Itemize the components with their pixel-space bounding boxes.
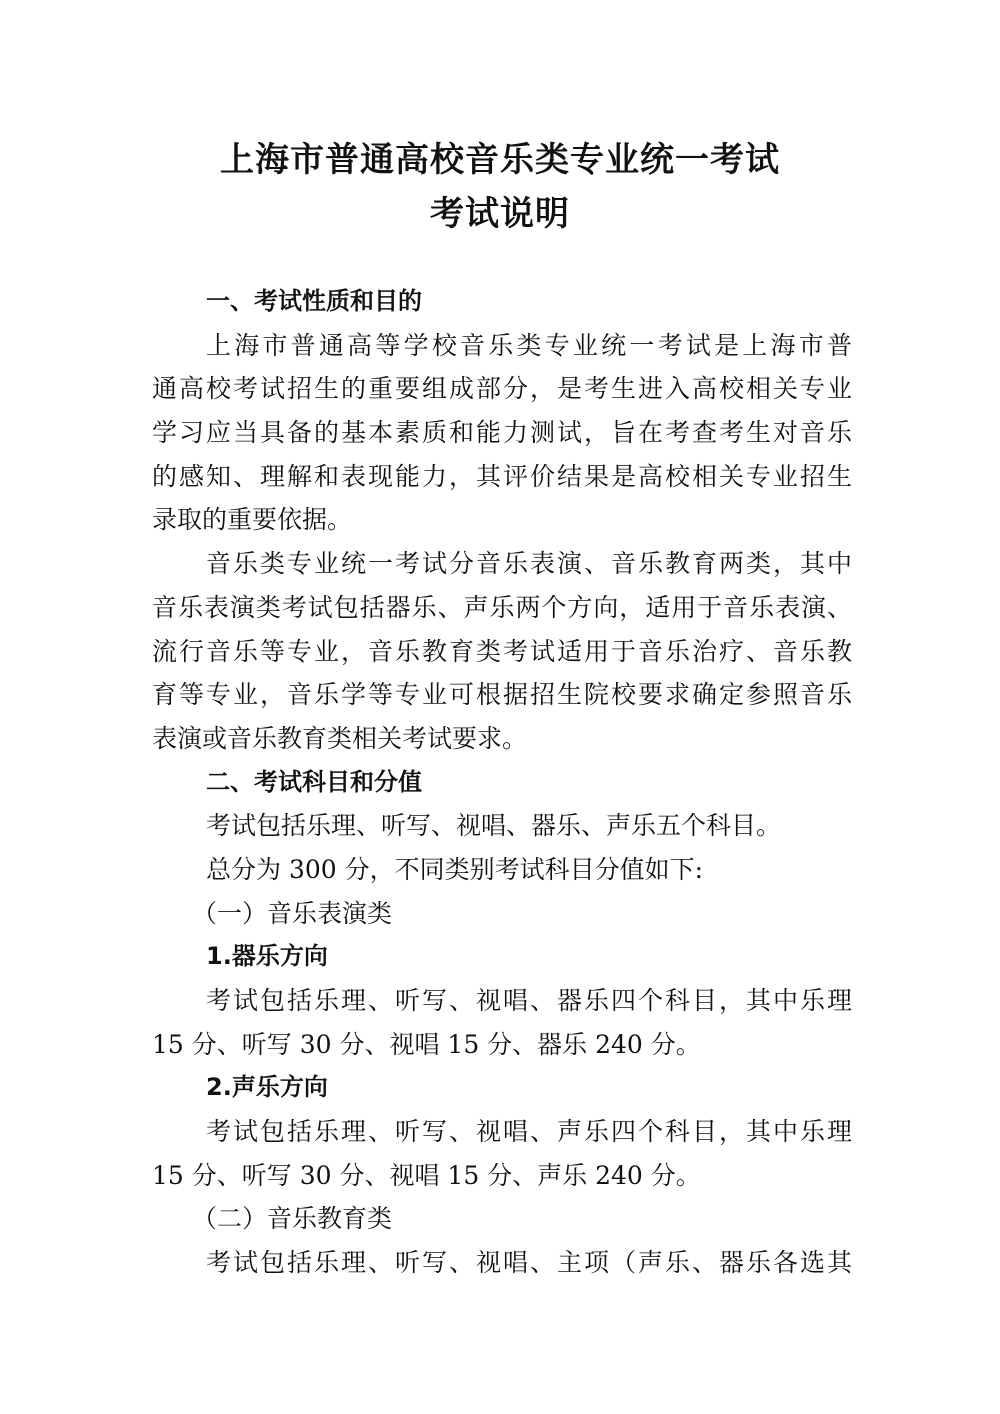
- text-line: 流行音乐等专业，音乐教育类考试适用于音乐治疗、音乐教: [152, 636, 852, 666]
- text-line: 育等专业，音乐学等专业可根据招生院校要求确定参照音乐: [152, 680, 852, 710]
- text-line: 录取的重要依据。: [152, 505, 353, 535]
- document-body: [152, 280, 852, 1285]
- text-line: 15 分、听写 30 分、视唱 15 分、器乐 240 分。: [152, 1029, 701, 1059]
- text-line: 考试包括乐理、听写、视唱、主项（声乐、器乐各选其: [206, 1248, 852, 1278]
- subsection-heading: （二）音乐教育类: [192, 1204, 393, 1234]
- text-line: 学习应当具备的基本素质和能力测试，旨在考查考生对音乐: [152, 418, 852, 448]
- text-line: 考试包括乐理、听写、视唱、器乐四个科目，其中乐理: [206, 986, 852, 1015]
- text-line: 考试包括乐理、听写、视唱、器乐、声乐五个科目。: [206, 811, 782, 841]
- section-heading: 2.声乐方向: [206, 1073, 328, 1102]
- document-subtitle: 考试说明: [430, 194, 570, 234]
- subsection-heading: （一）音乐表演类: [192, 898, 393, 928]
- section-heading: 一、考试性质和目的: [206, 287, 422, 315]
- text-line: 总分为 300 分，不同类别考试科目分值如下:: [206, 854, 704, 884]
- text-line: 考试包括乐理、听写、视唱、声乐四个科目，其中乐理: [206, 1117, 852, 1147]
- text-line: 音乐类专业统一考试分音乐表演、音乐教育两类，其中: [206, 549, 852, 579]
- text-line: 上海市普通高等学校音乐类专业统一考试是上海市普: [206, 330, 852, 360]
- text-line: 表演或音乐教育类相关考试要求。: [152, 723, 528, 753]
- text-line: 的感知、理解和表现能力，其评价结果是高校相关专业招生: [152, 461, 852, 491]
- document-title: 上海市普通高校音乐类专业统一考试: [220, 140, 780, 180]
- text-line: 音乐表演类考试包括器乐、声乐两个方向，适用于音乐表演、: [152, 592, 852, 622]
- text-line: 通高校考试招生的重要组成部分，是考生进入高校相关专业: [152, 374, 852, 404]
- section-heading: 1.器乐方向: [206, 942, 328, 971]
- section-heading: 二、考试科目和分值: [206, 767, 422, 796]
- text-line: 15 分、听写 30 分、视唱 15 分、声乐 240 分。: [152, 1160, 701, 1190]
